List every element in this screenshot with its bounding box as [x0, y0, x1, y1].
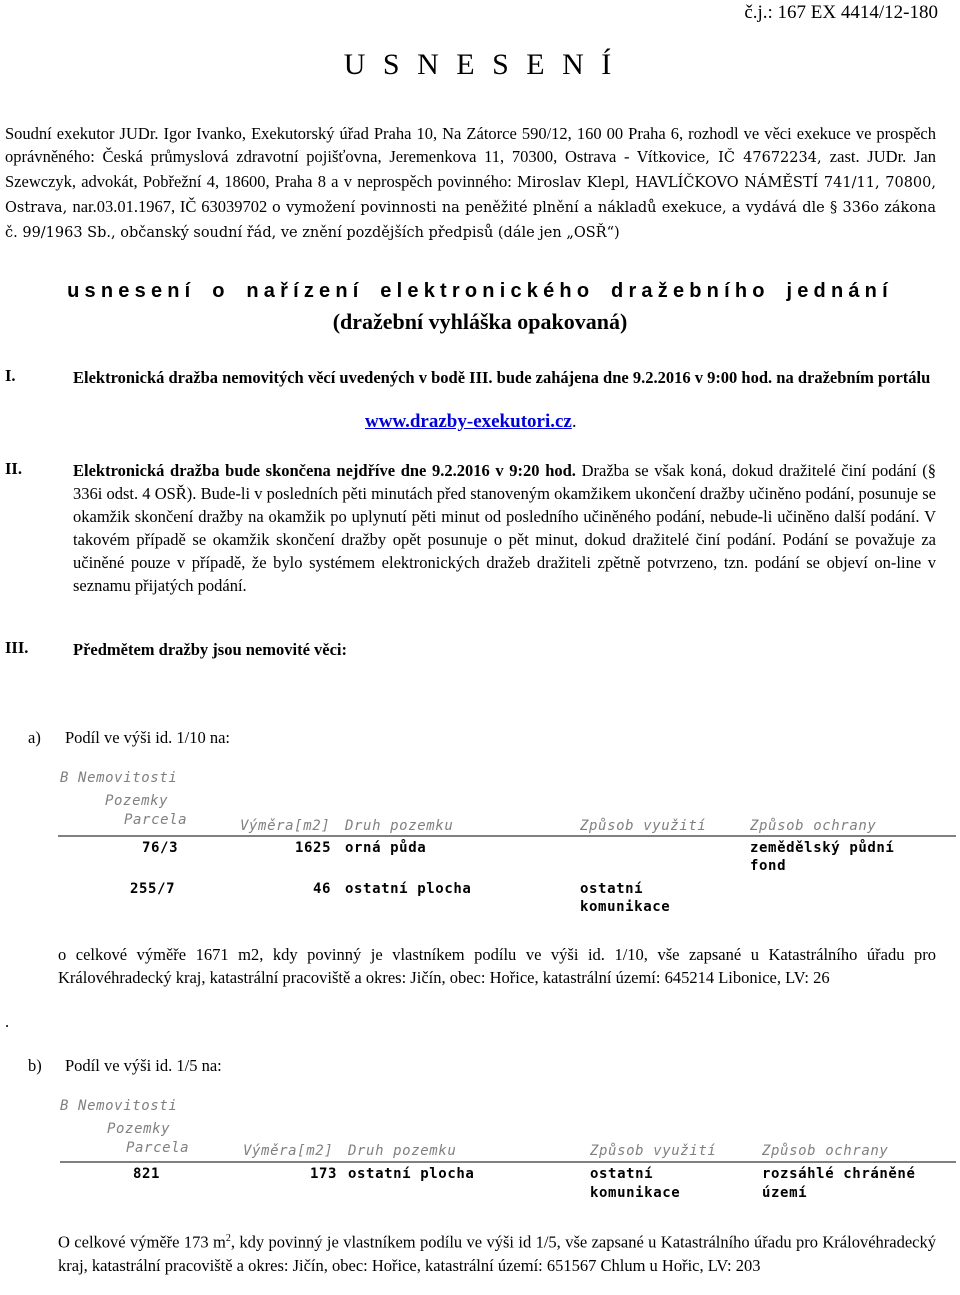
intro-text-4: Miroslav Klepl, HAVLÍČKOVO NÁMĚSTÍ 741/11, 70800, Ostrava,: [5, 175, 936, 216]
item-b-label: b): [28, 1056, 42, 1075]
resolution-subheading: (dražební vyhláška opakovaná): [332, 309, 628, 334]
item-b-description: [58, 1227, 936, 1277]
item-b-description-a: O celkové výměře 173 m: [58, 1232, 226, 1252]
resolution-heading: usnesení o nařízení elektronického dražebního jednání: [67, 280, 893, 302]
intro-text-5: nar.03.01.1967, IČ 63039702: [72, 197, 273, 216]
table-a-header-1: B Nemovitosti: [60, 770, 178, 786]
section-3-text: Předmětem dražby jsou nemovité věci:: [73, 640, 347, 659]
table-b-col-kind: Druh pozemku: [348, 1143, 457, 1159]
table-a-header-parcel: Parcela: [124, 812, 188, 828]
table-a-row-1-prot-2: fond: [750, 858, 787, 874]
item-b-description-sup: 2: [225, 1233, 231, 1244]
item-a-description: o celkové výměře 1671 m2, kdy povinný je vlastníkem podílu ve výši id. 1/10, vše zapsané u Katastrálního úřadu pro Královéhradecký kraj, katastrální pracoviště a okres: Jičín, obec: Hořice, katastrální území: 645214 Libonice, LV: 26: [58, 945, 936, 987]
item-a-label: a): [28, 728, 41, 747]
table-b-header-1: B Nemovitosti: [60, 1098, 178, 1114]
section-2-bold: Elektronická dražba bude skončena nejdříve dne 9.2.2016 v 9:20 hod.: [73, 461, 576, 480]
section-2-text: [73, 459, 936, 597]
table-a-row-1-parcel: 76/3: [142, 840, 179, 856]
table-a-row-1-area: 1625: [295, 840, 332, 856]
table-a-row-2-area: 46: [313, 881, 332, 897]
table-b-row-prot-1: rozsáhlé chráněné: [762, 1166, 916, 1182]
table-b-header-parcel: Parcela: [126, 1140, 190, 1156]
table-a-separator: [58, 835, 956, 837]
intro-text-6: o vymožení povinnosti na peněžité plnění a nákladů exekuce, a vydává dle § 336o zákona č. 99/1963 Sb.: [5, 200, 936, 241]
item-a-title: Podíl ve výši id. 1/10 na:: [65, 728, 230, 747]
intro-paragraph: [5, 122, 936, 245]
item-b-title: Podíl ve výši id. 1/5 na:: [65, 1056, 222, 1075]
section-2-body: Dražba se však koná, dokud dražitelé činí podání (§ 336i odst. 4 OSŘ). Bude-li v posledních pěti minutách před stanoveným okamžikem ukončení dražby učiněno podání, posunuje se okamžik skončení dražby na okamžik po uplynutí pěti minut od posledního učiněného podání, nebude-li učiněno další podání. V takovém případě se okamžik skončení dražby opět posunuje o pět minut, dokud dražitelé činí podání. Podání se považuje za učiněné pouze v případě, že bylo systémem elektronických dražeb dražiteli zpětně potvrzeno, tzn. podání se objeví on-line v seznamu přijatých podání.: [73, 461, 936, 595]
table-a-row-2-kind: ostatní plocha: [345, 881, 472, 897]
table-b-row-use-2: komunikace: [590, 1185, 681, 1201]
table-a-col-prot: Způsob ochrany: [750, 818, 877, 834]
portal-link-line: [365, 411, 577, 433]
section-1-number: I.: [5, 366, 16, 385]
table-b-row-area: 173: [310, 1166, 338, 1182]
table-a-col-area: Výměra[m2]: [240, 818, 331, 834]
intro-text-3: zast. JUDr. Jan Szewczyk, advokát, Pobřežní 4, 18600, Praha 8 a v neprospěch povinného:: [5, 147, 937, 191]
section-1-text: Elektronická dražba nemovitých věcí uvedených v bodě III. bude zahájena dne 9.2.2016 v 9:00 hod. na dražebním portálu: [73, 368, 931, 387]
stray-period: .: [5, 1012, 10, 1031]
section-2-number: II.: [5, 459, 22, 478]
table-a-row-2-use-1: ostatní: [580, 881, 644, 897]
table-b-col-prot: Způsob ochrany: [762, 1143, 889, 1159]
intro-text-2: Vítkovice, IČ 47672234,: [637, 150, 830, 166]
portal-link[interactable]: www.drazby-exekutori.cz: [365, 411, 572, 432]
table-b-col-area: Výměra[m2]: [243, 1143, 334, 1159]
table-a-col-kind: Druh pozemku: [345, 818, 454, 834]
table-a-row-2-parcel: 255/7: [130, 881, 176, 897]
table-b-separator: [60, 1161, 956, 1163]
table-b-row-prot-2: území: [762, 1185, 808, 1201]
document-title: U S N E S E N Í: [343, 48, 617, 81]
table-a-row-2-use-2: komunikace: [580, 899, 671, 915]
table-a-row-1-prot-1: zemědělský půdní: [750, 840, 895, 856]
table-b-row-parcel: 821: [133, 1166, 161, 1182]
table-a-header-2: Pozemky: [105, 793, 169, 809]
table-b-row-kind: ostatní plocha: [348, 1166, 475, 1182]
table-b-col-use: Způsob využití: [590, 1143, 717, 1159]
table-b-row-use-1: ostatní: [590, 1166, 654, 1182]
table-a-col-use: Způsob využití: [580, 818, 707, 834]
intro-text-1: Soudní exekutor JUDr. Igor Ivanko, Exekutorský úřad Praha 10, Na Zátorce 590/12, 160 00 Praha 6, rozhodl ve věci exekuce ve prospěch oprávněného: Česká průmyslová zdravotní pojišťovna, Jeremenkova 11, 70300, Ostrava -: [5, 124, 936, 166]
table-a-row-1-kind: orná půda: [345, 840, 427, 856]
link-period: .: [571, 411, 577, 432]
item-b-description-b: , kdy povinný je vlastníkem podílu ve výši id 1/5, vše zapsané u Katastrálního úřadu pro Královéhradecký kraj, katastrální pracoviště a okres: Jičín, obec: Hořice, katastrální území: 651567 Chlum u Hořic, LV: 203: [58, 1232, 936, 1275]
table-b-header-2: Pozemky: [107, 1121, 171, 1137]
section-3-number: III.: [5, 638, 29, 657]
case-reference: č.j.: 167 EX 4414/12-180: [744, 2, 938, 23]
intro-text-7: , občanský soudní řád, ve znění pozdějších předpisů (dále jen „OSŘ“): [111, 225, 620, 241]
